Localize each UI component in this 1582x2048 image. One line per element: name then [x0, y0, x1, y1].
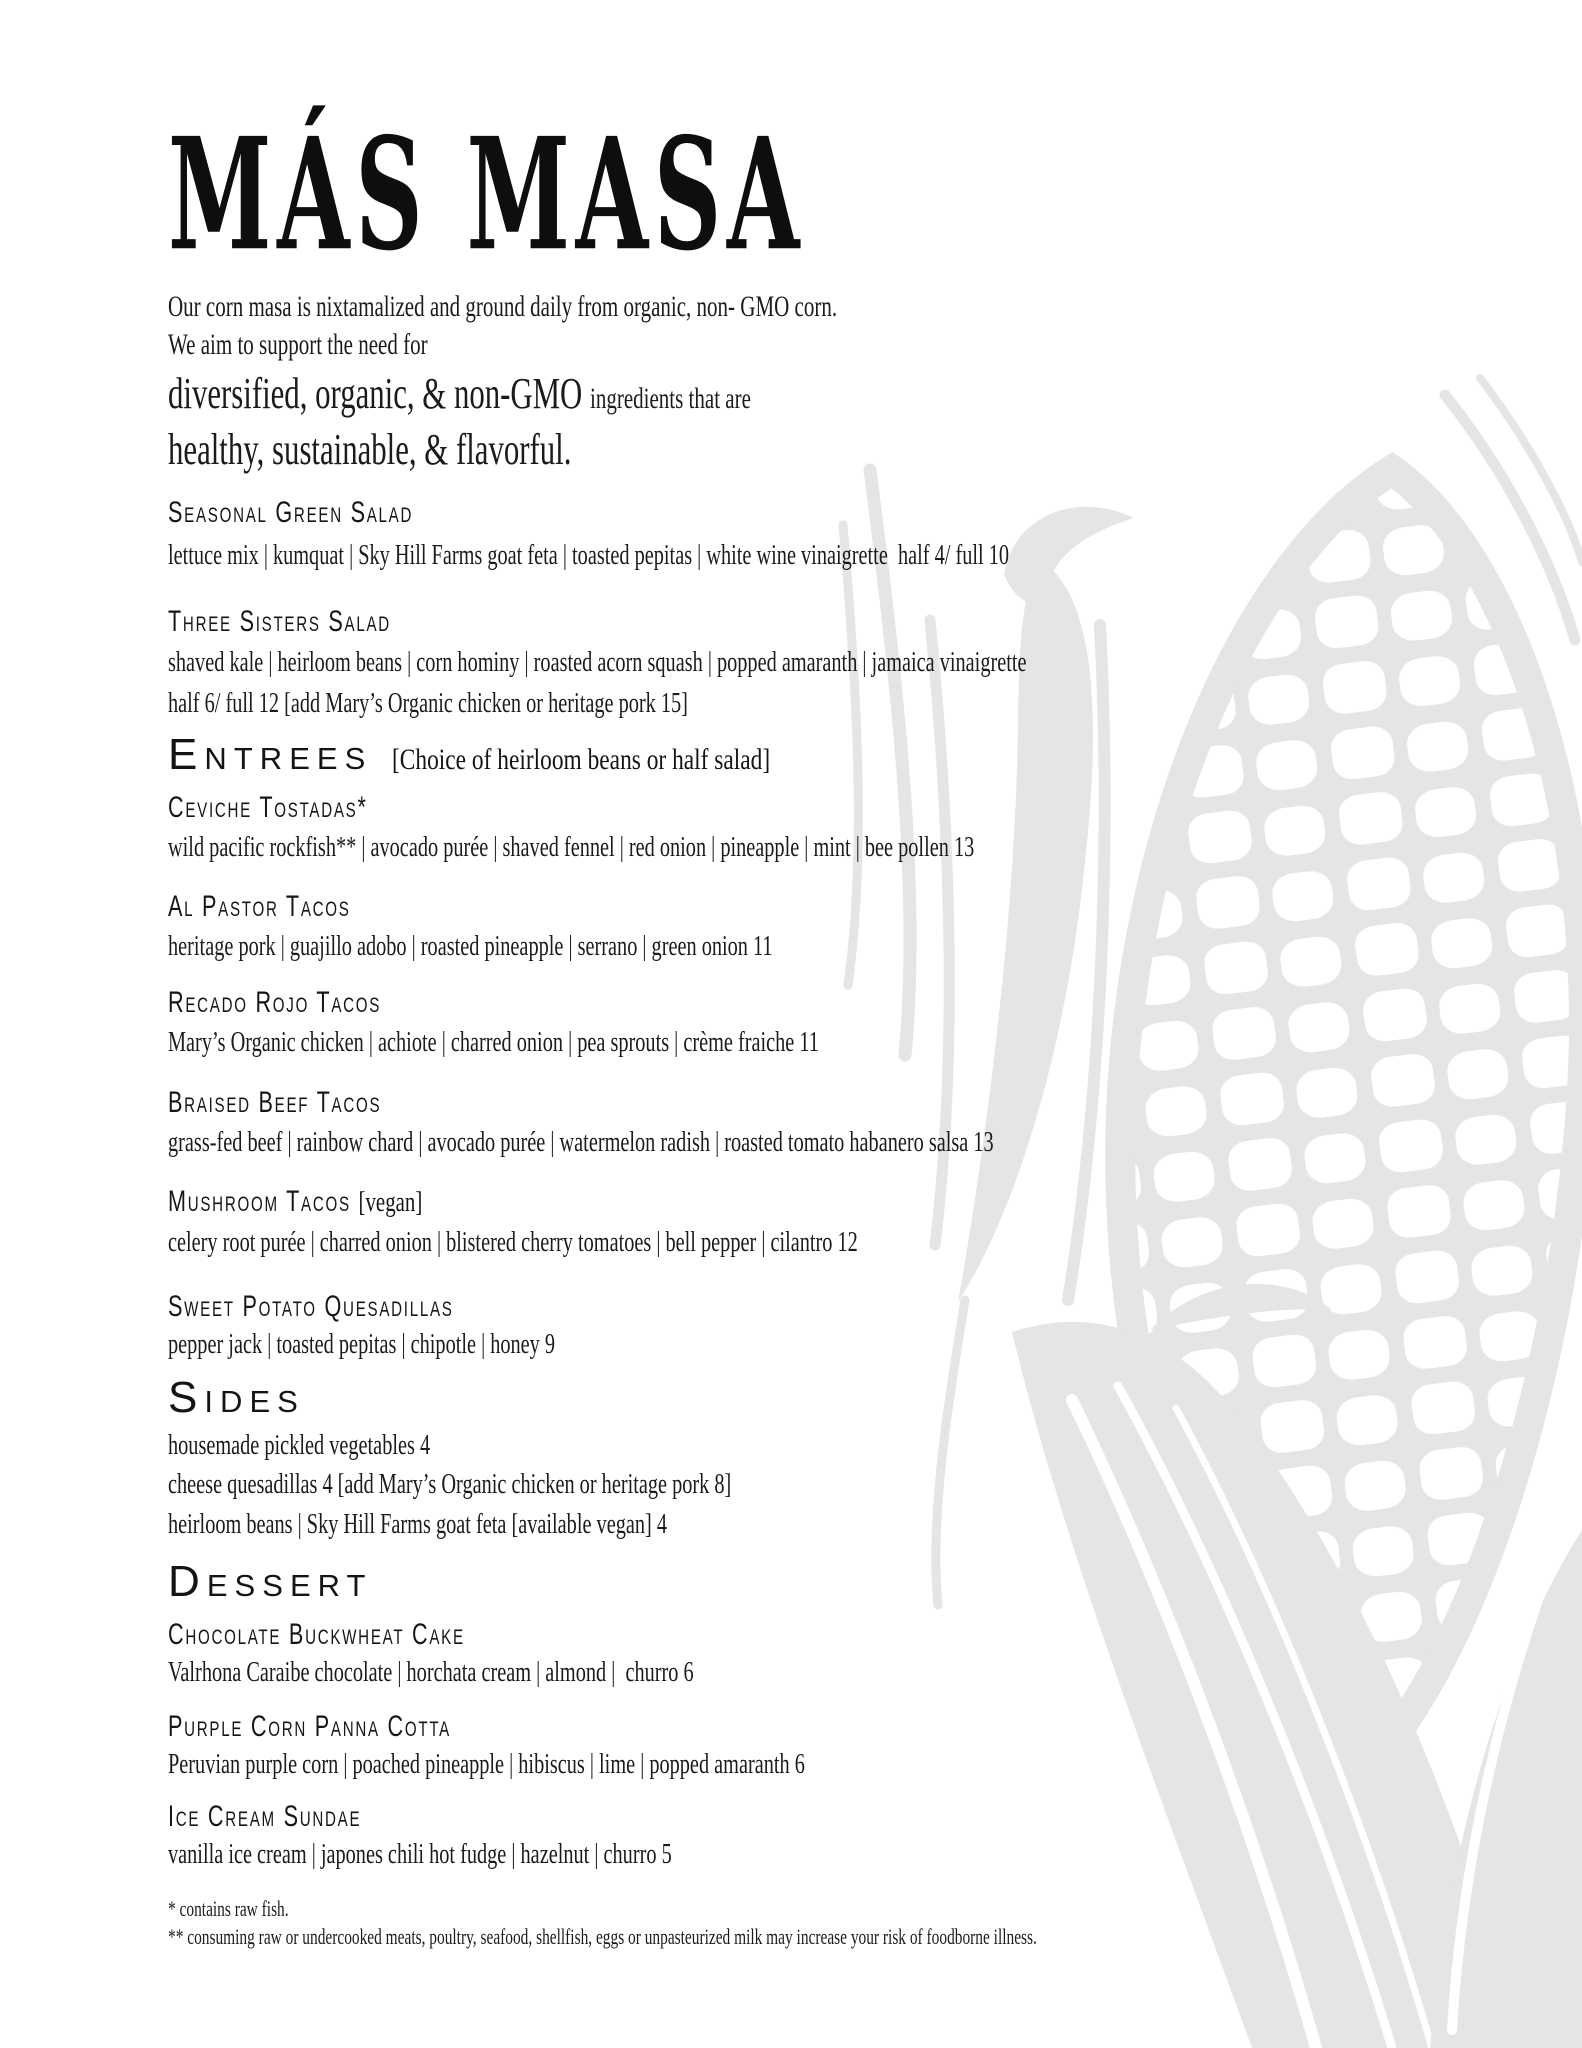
item-desc-seasonal-green-salad: lettuce mix | kumquat | Sky Hill Farms goat feta | toasted pepitas | white wine vinaigrette half 4/ full 10: [168, 539, 1010, 571]
section-heading-entrees-label: Entrees: [168, 730, 392, 779]
section-heading-entrees-note: [Choice of heirloom beans or half salad]: [391, 743, 770, 776]
item-name-al-pastor-tacos: Al Pastor Tacos: [168, 890, 351, 923]
intro-line-1: Our corn masa is nixtamalized and ground daily from organic, non- GMO corn.: [168, 290, 838, 323]
statement-big-text-2: healthy, sustainable, & flavorful.: [168, 425, 572, 474]
item-name-mushroom-tacos: [168, 1187, 422, 1217]
item-desc-mushroom-tacos: celery root purée | charred onion | blistered cherry tomatoes | bell pepper | cilantro 12: [168, 1226, 858, 1258]
item-desc-chocolate-buckwheat-cake: Valrhona Caraibe chocolate | horchata cream | almond | churro 6: [168, 1656, 694, 1688]
item-name-braised-beef-tacos: Braised Beef Tacos: [168, 1086, 382, 1119]
item-name-three-sisters-salad: Three Sisters Salad: [168, 605, 391, 638]
item-desc-three-sisters-salad-1: shaved kale | heirloom beans | corn hominy | roasted acorn squash | popped amaranth | jamaica vinaigrette: [168, 646, 1027, 678]
item-name-sweet-potato-quesadillas: Sweet Potato Quesadillas: [168, 1290, 454, 1323]
sides-line-3: heirloom beans | Sky Hill Farms goat feta [available vegan] 4: [168, 1508, 668, 1540]
item-desc-ice-cream-sundae: vanilla ice cream | japones chili hot fudge | hazelnut | churro 5: [168, 1838, 672, 1870]
item-desc-braised-beef-tacos: grass-fed beef | rainbow chard | avocado purée | watermelon radish | roasted tomato habanero salsa 13: [168, 1126, 994, 1158]
section-heading-entrees: [168, 730, 876, 779]
item-name-ice-cream-sundae: Ice Cream Sundae: [168, 1800, 362, 1833]
item-name-recado-rojo-tacos: Recado Rojo Tacos: [168, 986, 382, 1019]
item-name-ceviche-tostadas: Ceviche Tostadas*: [168, 791, 368, 824]
mission-statement-line-1: [168, 369, 751, 418]
item-name-mushroom-tacos-label: Mushroom Tacos: [168, 1185, 359, 1218]
item-desc-sweet-potato-quesadillas: pepper jack | toasted pepitas | chipotle | honey 9: [168, 1328, 556, 1360]
item-name-purple-corn-panna-cotta: Purple Corn Panna Cotta: [168, 1710, 451, 1743]
item-desc-ceviche-tostadas: wild pacific rockfish** | avocado purée | shaved fennel | red onion | pineapple | mint | bee pollen 13: [168, 831, 975, 863]
brand-logo: MÁS MASA: [168, 104, 806, 285]
item-name-chocolate-buckwheat-cake: Chocolate Buckwheat Cake: [168, 1618, 465, 1651]
item-name-seasonal-green-salad: Seasonal Green Salad: [168, 496, 414, 529]
intro-line-2: We aim to support the need for: [168, 328, 428, 361]
item-desc-recado-rojo-tacos: Mary’s Organic chicken | achiote | charred onion | pea sprouts | crème fraiche 11: [168, 1026, 819, 1058]
mission-statement-line-2: [168, 425, 572, 474]
item-desc-purple-corn-panna-cotta: Peruvian purple corn | poached pineapple | hibiscus | lime | popped amaranth 6: [168, 1748, 805, 1780]
section-heading-sides: Sides: [168, 1373, 305, 1422]
statement-small-text: ingredients that are: [590, 382, 751, 415]
item-desc-al-pastor-tacos: heritage pork | guajillo adobo | roasted pineapple | serrano | green onion 11: [168, 930, 773, 962]
sides-line-2: cheese quesadillas 4 [add Mary’s Organic chicken or heritage pork 8]: [168, 1468, 732, 1500]
statement-big-text: diversified, organic, & non-GMO: [168, 369, 591, 418]
sides-line-1: housemade pickled vegetables 4: [168, 1429, 431, 1461]
footnote-raw-fish: * contains raw fish.: [168, 1896, 289, 1921]
item-tag-vegan: [vegan]: [358, 1186, 423, 1218]
footnote-consumer-advisory: ** consuming raw or undercooked meats, poultry, seafood, shellfish, eggs or unpasteurized milk may increase your risk of foodborne illness.: [168, 1924, 1037, 1949]
item-desc-three-sisters-salad-2: half 6/ full 12 [add Mary’s Organic chicken or heritage pork 15]: [168, 687, 688, 719]
section-heading-dessert: Dessert: [168, 1557, 373, 1606]
